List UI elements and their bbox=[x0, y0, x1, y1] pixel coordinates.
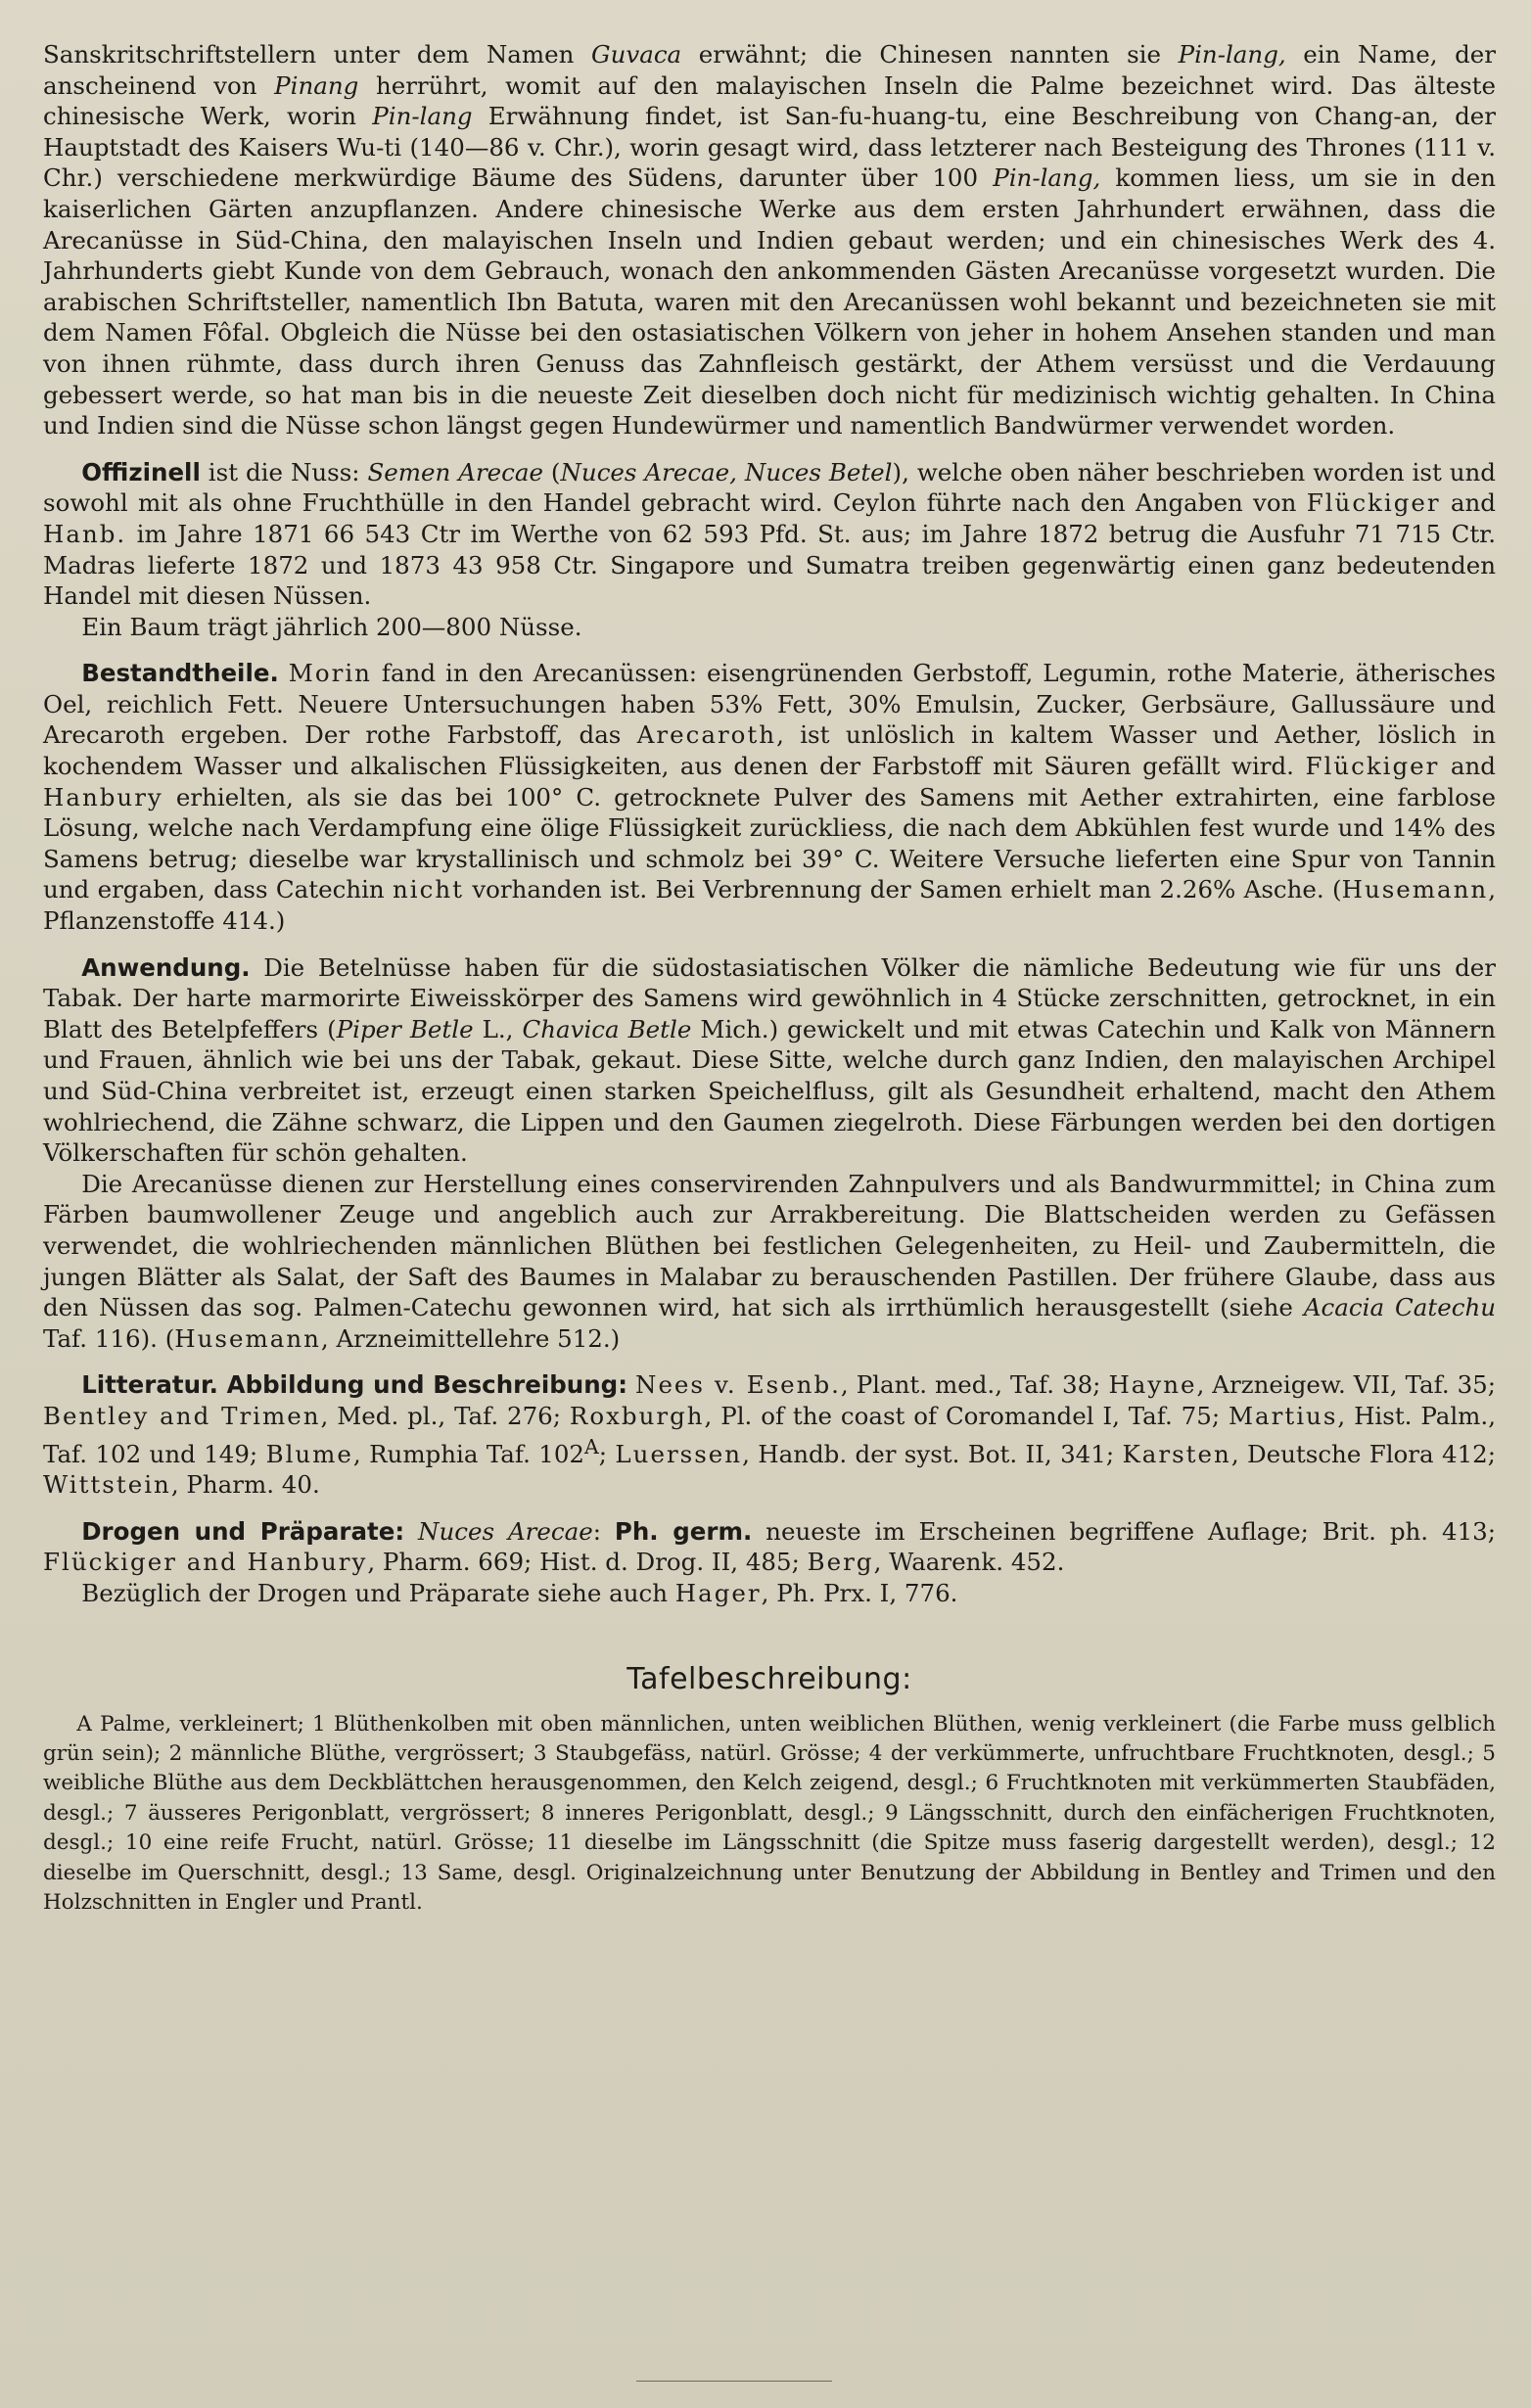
text: , Arzneigew. VII, Taf. 35; bbox=[1196, 1370, 1497, 1400]
italic-term: Pin-lang, bbox=[1178, 40, 1286, 69]
text: Taf. 116). ( bbox=[43, 1323, 175, 1353]
author-name: Martius bbox=[1228, 1401, 1338, 1430]
text: Erwähnung findet, ist San-fu-huang-tu, eine Beschreibung von Chang-an, der Hauptstadt des Kaisers Wu-ti (140—86 v. Chr.), worin gesagt wird, dass letzterer nach Besteigung des Thrones (111 v. Chr.) verschiedene merkwürdige Bäume des Südens, darunter über 100 bbox=[43, 102, 1496, 193]
tafel-title: Tafelbeschreibung: bbox=[626, 1661, 912, 1696]
author-name: Nees v. Esenb. bbox=[635, 1370, 841, 1400]
author-name: Hanbury bbox=[43, 782, 163, 811]
author-name: Bentley and Trimen bbox=[43, 1401, 321, 1430]
author-name: Flückiger bbox=[1306, 488, 1441, 518]
text: ist die Nuss: bbox=[200, 457, 368, 486]
author-name: Blume bbox=[265, 1439, 353, 1468]
text: ), welche oben näher beschrieben worden ist und sowohl mit als ohne Fruchthülle in den Handel gebracht wird. Ceylon führte nach den Angaben von bbox=[43, 457, 1496, 518]
tafel-caption bbox=[43, 1710, 1496, 1919]
drogen-reference-line bbox=[43, 1578, 1496, 1609]
text: ( bbox=[542, 457, 561, 486]
text: and bbox=[1440, 488, 1496, 518]
text: and bbox=[1439, 752, 1496, 781]
text: im Jahre 1871 66 543 Ctr im Werthe von 62 593 Pfd. St. aus; im Jahre 1872 betrug die Ausfuhr 71 715 Ctr. Madras lieferte 1872 und 1873 43 958 Ctr. Singapore und Sumatra treiben gegenwärtig einen ganz bedeutenden Handel mit diesen Nüssen. bbox=[43, 519, 1496, 611]
author-name: Wittstein bbox=[43, 1470, 171, 1500]
text: : bbox=[592, 1516, 615, 1546]
text: erhielten, als sie das bei 100° C. getrocknete Pulver des Samens mit Aether extrahirten, eine farblose Lösung, welche nach Verdampfung eine ölige Flüssigkeit zurückliess, die nach dem Abkühlen fest wurde und 14% des Samens betrug; dieselbe war krystallinisch und schmolz bei 39° C. Weitere Versuche lieferten eine Spur von Tannin und ergaben, dass Catechin bbox=[43, 782, 1496, 904]
italic-term: Pin-lang, bbox=[993, 163, 1101, 193]
text bbox=[404, 1517, 418, 1546]
author-name: Husemann bbox=[1341, 875, 1489, 904]
author-name: Luerssen bbox=[615, 1439, 743, 1468]
text: , Pl. of the coast of Coromandel I, Taf. 75; bbox=[704, 1401, 1229, 1430]
text: , Arzneimittellehre 512.) bbox=[320, 1323, 621, 1353]
text: Sanskritschriftstellern unter dem Namen bbox=[43, 40, 592, 69]
author-name: Berg bbox=[807, 1548, 874, 1577]
text bbox=[279, 659, 289, 687]
offizinell-yield-line: Ein Baum trägt jährlich 200—800 Nüsse. bbox=[81, 612, 582, 641]
text: erwähnt; die Chinesen nannten sie bbox=[681, 40, 1179, 69]
text: , Hist. Palm., Taf. 102 und 149; bbox=[43, 1401, 1496, 1468]
tafel-text: A Palme, verkleinert; 1 Blüthenkolben mit oben männlichen, unten weiblichen Blüthen, wenig verkleinert (die Farbe muss gelblich grün sein); 2 männliche Blüthe, vergrössert; 3 Staubgefäss, natürl. Grösse; 4 der verkümmerte, unfruchtbare Fruchtknoten, desgl.; 5 weibliche Blüthe aus dem Deckblättchen herausgenommen, den Kelch zeigend, desgl.; 6 Fruchtknoten mit verkümmerten Staubfäden, desgl.; 7 äusseres Perigonblatt, vergrössert; 8 inneres Perigonblatt, desgl.; 9 Längsschnitt, durch den einfächerigen Fruchtknoten, desgl.; 10 eine reife Frucht, natürl. Grösse; 11 dieselbe im Längsschnitt (die Spitze muss faserig dargestellt werden), desgl.; 12 dieselbe im Querschnitt, desgl.; 13 Same, desgl. Originalzeichnung unter Benutzung der Abbildung in Bentley and Trimen und den Holzschnitten in Engler und Prantl. bbox=[43, 1711, 1496, 1916]
text: neueste im Erscheinen begriffene Auflage; Brit. ph. 413; bbox=[752, 1516, 1497, 1546]
anwendung-paragraph-2 bbox=[43, 1169, 1496, 1355]
author-name: Husemann bbox=[174, 1323, 321, 1353]
author-name: Hager bbox=[674, 1579, 762, 1608]
italic-term: Pinang bbox=[274, 70, 359, 100]
text: fand in den Arecanüssen: eisengrünenden Gerbstoff, Legumin, rothe Materie, ätherisches Oel, reichlich Fett. Neuere Untersuchungen haben 53% Fett, 30% Emulsin, Zucker, Gerbsäure, Gallussäure und Arecaroth ergeben. Der rothe Farbstoff, das bbox=[43, 659, 1496, 750]
offizinell-paragraph bbox=[43, 457, 1496, 612]
text: , Waarenk. 452. bbox=[873, 1548, 1065, 1577]
author-name: Roxburgh bbox=[569, 1401, 705, 1430]
italic-term: Nuces Arecae bbox=[418, 1516, 593, 1546]
text: , Rumphia Taf. 102 bbox=[352, 1439, 584, 1468]
bestandtheile-paragraph bbox=[43, 658, 1496, 936]
author-name: Hanb. bbox=[43, 519, 127, 548]
italic-term: Piper Betle bbox=[336, 1014, 474, 1043]
anwendung-paragraph bbox=[43, 952, 1496, 1169]
text: ein Name, der anscheinend von bbox=[43, 40, 1496, 100]
italic-term: Semen Arecae bbox=[367, 457, 543, 486]
section-heading-offizinell: Offizinell bbox=[81, 457, 201, 486]
text: , Med. pl., Taf. 276; bbox=[320, 1401, 570, 1430]
text: L., bbox=[473, 1014, 523, 1043]
text: , Handb. der syst. Bot. II, 341; bbox=[742, 1439, 1123, 1468]
italic-term: Nuces Arecae, Nuces Betel bbox=[560, 457, 893, 486]
text: , Pharm. 40. bbox=[170, 1470, 320, 1500]
text: , ist unlöslich in kaltem Wasser und Aether, löslich in kochendem Wasser und alkalischen Flüssigkeiten, aus denen der Farbstoff mit Säuren gefällt wird. bbox=[43, 720, 1496, 781]
drogen-paragraph bbox=[43, 1516, 1496, 1578]
author-name: Hayne bbox=[1108, 1370, 1197, 1400]
text: herrührt, womit auf den malayischen Inseln die Palme bezeichnet wird. Das älteste chinesische Werk, worin bbox=[43, 70, 1497, 131]
italic-term: Acacia Catechu bbox=[1303, 1293, 1497, 1322]
author-name: Flückiger and Hanbury bbox=[43, 1548, 368, 1577]
text: , Deutsche Flora 412; bbox=[1230, 1439, 1496, 1468]
text bbox=[627, 1370, 635, 1399]
superscript: A bbox=[584, 1434, 599, 1459]
text: Mich.) gewickelt und mit etwas Catechin und Kalk von Männern und Frauen, ähnlich wie bei uns der Tabak, gekaut. Diese Sitte, welche durch ganz Indien, den malayischen Archipel und Süd-China verbreitet ist, erzeugt einen starken Speichelfluss, gilt als Gesundheit erhaltend, macht den Athem wohlriechend, die Zähne schwarz, die Lippen und den Gaumen ziegelroth. Diese Färbungen werden bei den dortigen Völkerschaften für schön gehalten. bbox=[43, 1014, 1497, 1168]
author-name: Morin bbox=[288, 659, 372, 688]
section-heading-anwendung: Anwendung. bbox=[81, 952, 251, 982]
text: , Ph. Prx. I, 776. bbox=[761, 1579, 958, 1608]
text: Die Betelnüsse haben für die südostasiatischen Völker die nämliche Bedeutung wie für uns der Tabak. Der harte marmorirte Eiweisskörper des Samens wird gewöhnlich in 4 Stücke zerschnitten, getrocknet, in ein Blatt des Betelpfeffers ( bbox=[43, 952, 1496, 1043]
text: , Plant. med., Taf. 38; bbox=[840, 1370, 1109, 1400]
intro-paragraph bbox=[43, 39, 1496, 441]
text: , Pflanzenstoffe 414.) bbox=[43, 875, 1496, 936]
italic-term: Guvaca bbox=[591, 40, 682, 69]
text: kommen liess, um sie in den kaiserlichen Gärten anzupflanzen. Andere chinesische Werke aus dem ersten Jahrhundert erwähnen, dass die Arecanüsse in Süd-China, den malayischen Inseln und Indien gebaut werden; und ein chinesisches Werk des 4. Jahrhunderts giebt Kunde von dem Gebrauch, wonach den ankommenden Gästen Arecanüsse vorgesetzt wurden. Die arabischen Schriftsteller, namentlich Ibn Batuta, waren mit den Arecanüssen wohl bekannt und bezeichneten sie mit dem Namen Fôfal. Obgleich die Nüsse bei den ostasiatischen Völkern von jeher in hohem Ansehen standen und man von ihnen rühmte, dass durch ihren Genuss das Zahnfleisch gestärkt, der Athem versüsst und die Verdauung gebessert werde, so hat man bis in die neueste Zeit dieselben doch nicht für medizinisch wichtig gehalten. In China und Indien sind die Nüsse schon längst gegen Hundewürmer und namentlich Bandwürmer verwendet worden. bbox=[43, 163, 1496, 440]
spaced-term: Arecaroth bbox=[636, 720, 777, 750]
section-heading-litteratur: Litteratur. Abbildung und Beschreibung: bbox=[81, 1370, 627, 1400]
text: vorhanden ist. Bei Verbrennung der Samen erhielt man 2.26% Asche. ( bbox=[464, 875, 1342, 904]
section-heading-drogen: Drogen und Präparate: bbox=[81, 1516, 405, 1546]
text: ; bbox=[598, 1439, 616, 1468]
text: Bezüglich der Drogen und Präparate siehe auch bbox=[81, 1579, 675, 1608]
section-heading-bestandtheile: Bestandtheile. bbox=[81, 659, 279, 688]
author-name: Flückiger bbox=[1305, 752, 1440, 781]
text: , Pharm. 669; Hist. d. Drog. II, 485; bbox=[367, 1548, 808, 1577]
italic-term: Chavica Betle bbox=[522, 1014, 692, 1043]
italic-term: Pin-lang bbox=[372, 102, 473, 131]
litteratur-paragraph bbox=[43, 1369, 1496, 1501]
footer-divider bbox=[636, 2381, 832, 2382]
author-name: Karsten bbox=[1122, 1439, 1231, 1468]
pharmacopoeia-label: Ph. germ. bbox=[614, 1516, 753, 1546]
spaced-term: nicht bbox=[393, 875, 464, 904]
text: Die Arecanüsse dienen zur Herstellung eines conservirenden Zahnpulvers und als Bandwurmmittel; in China zum Färben baumwollener Zeuge und angeblich auch zur Arrakbereitung. Die Blattscheiden werden zu Gefässen verwendet, die wohlriechenden männlichen Blüthen bei festlichen Gelegenheiten, zu Heil- und Zaubermitteln, die jungen Blätter als Salat, der Saft des Baumes in Malabar zu berauschenden Pastillen. Der frühere Glaube, dass aus den Nüssen das sog. Palmen-Catechu gewonnen wird, hat sich als irrthümlich herausgestellt (siehe bbox=[43, 1169, 1496, 1322]
